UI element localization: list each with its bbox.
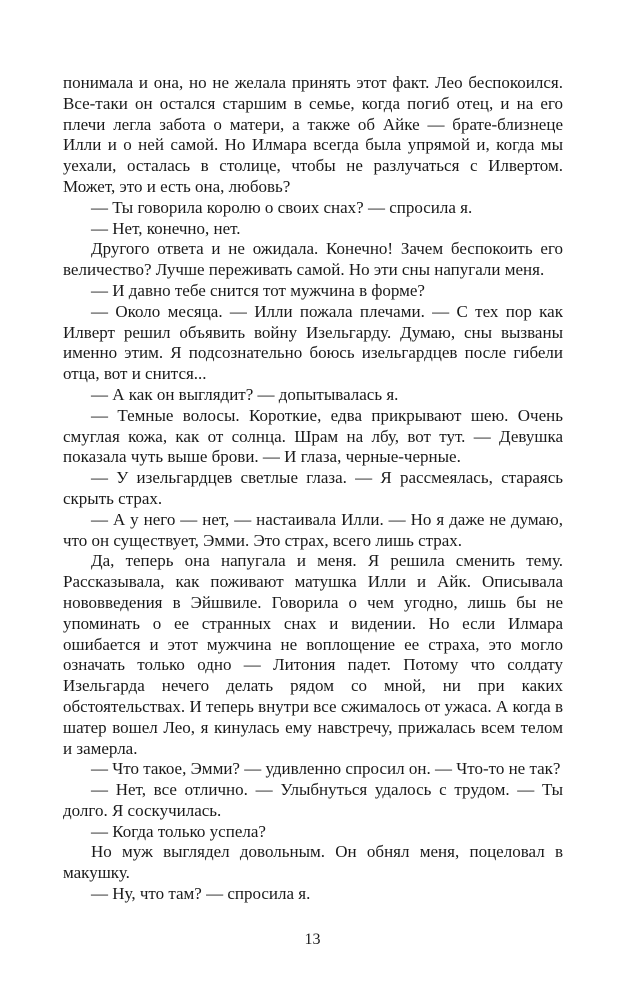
paragraph: — И давно тебе снится тот мужчина в форме? [91,280,425,300]
paragraph: — Около месяца. — Илли пожала плечами. — С тех пор как Илверт решил объявить войну Изельгарду. Думаю, сны вызваны именно этим. Я подсознательно боюсь изельгардцев после гибели отца, вот и снится... [63,301,563,384]
paragraph: — У изельгардцев светлые глаза. — Я рассмеялась, стараясь скрыть страх. [63,468,563,508]
paragraph: — Ну, что там? — спросила я. [91,884,311,904]
paragraph: — Когда только успела? [91,821,266,841]
paragraph: — А у него — нет, — настаивала Илли. — Но я даже не думаю, что он существует, Эмми. Это страх, всего лишь страх. [63,509,563,550]
paragraph: — Ты говорила королю о своих снах? — спросила я. [91,197,473,217]
paragraph: — Темные волосы. Короткие, едва прикрывают шею. Очень смуглая кожа, как от солнца. Шрам на лбу, вот тут. — Девушка показала чуть выше брови. — И глаза, черные-черные. [63,405,563,467]
page-text [63,73,563,905]
paragraph: — Что такое, Эмми? — удивленно спросил он. — Что-то не так? [91,759,561,779]
paragraph: — Нет, конечно, нет. [91,218,241,238]
paragraph: Да, теперь она напугала и меня. Я решила сменить тему. Рассказывала, как поживают матушка Илли и Айк. Описывала нововведения в Эйшвиле. Говорила о чем угодно, лишь бы не упоминать о ее странных снах и видении. Но если Илмара ошибается и этот мужчина не воплощение ее страха, это могло означать только одно — Литония падет. Потому что солдату Изельгарда нечего делать рядом со мной, ни при каких обстоятельствах. И теперь внутри все сжималось от ужаса. А когда в шатер вошел Лео, я кинулась ему навстречу, прижалась всем телом и замерла. [63,551,563,758]
paragraph: — Нет, все отлично. — Улыбнуться удалось с трудом. — Ты долго. Я соскучилась. [63,780,563,820]
paragraph: — А как он выглядит? — допытывалась я. [91,384,399,404]
paragraph: понимала и она, но не желала принять этот факт. Лео беспокоился. Все-таки он остался старшим в семье, когда погиб отец, и на его плечи легла забота о матери, а также об Айке — брате-близнеце Илли и о ней самой. Но Илмара всегда была упрямой и, когда мы уехали, осталась в столице, чтобы не разлучаться с Илвертом. Может, это и есть она, любовь? [63,73,563,196]
paragraph: Но муж выглядел довольным. Он обнял меня, поцеловал в макушку. [63,842,563,883]
page-number: 13 [304,931,321,948]
paragraph: Другого ответа и не ожидала. Конечно! Зачем беспокоить его величество? Лучше переживать самой. Но эти сны напугали меня. [63,239,563,280]
